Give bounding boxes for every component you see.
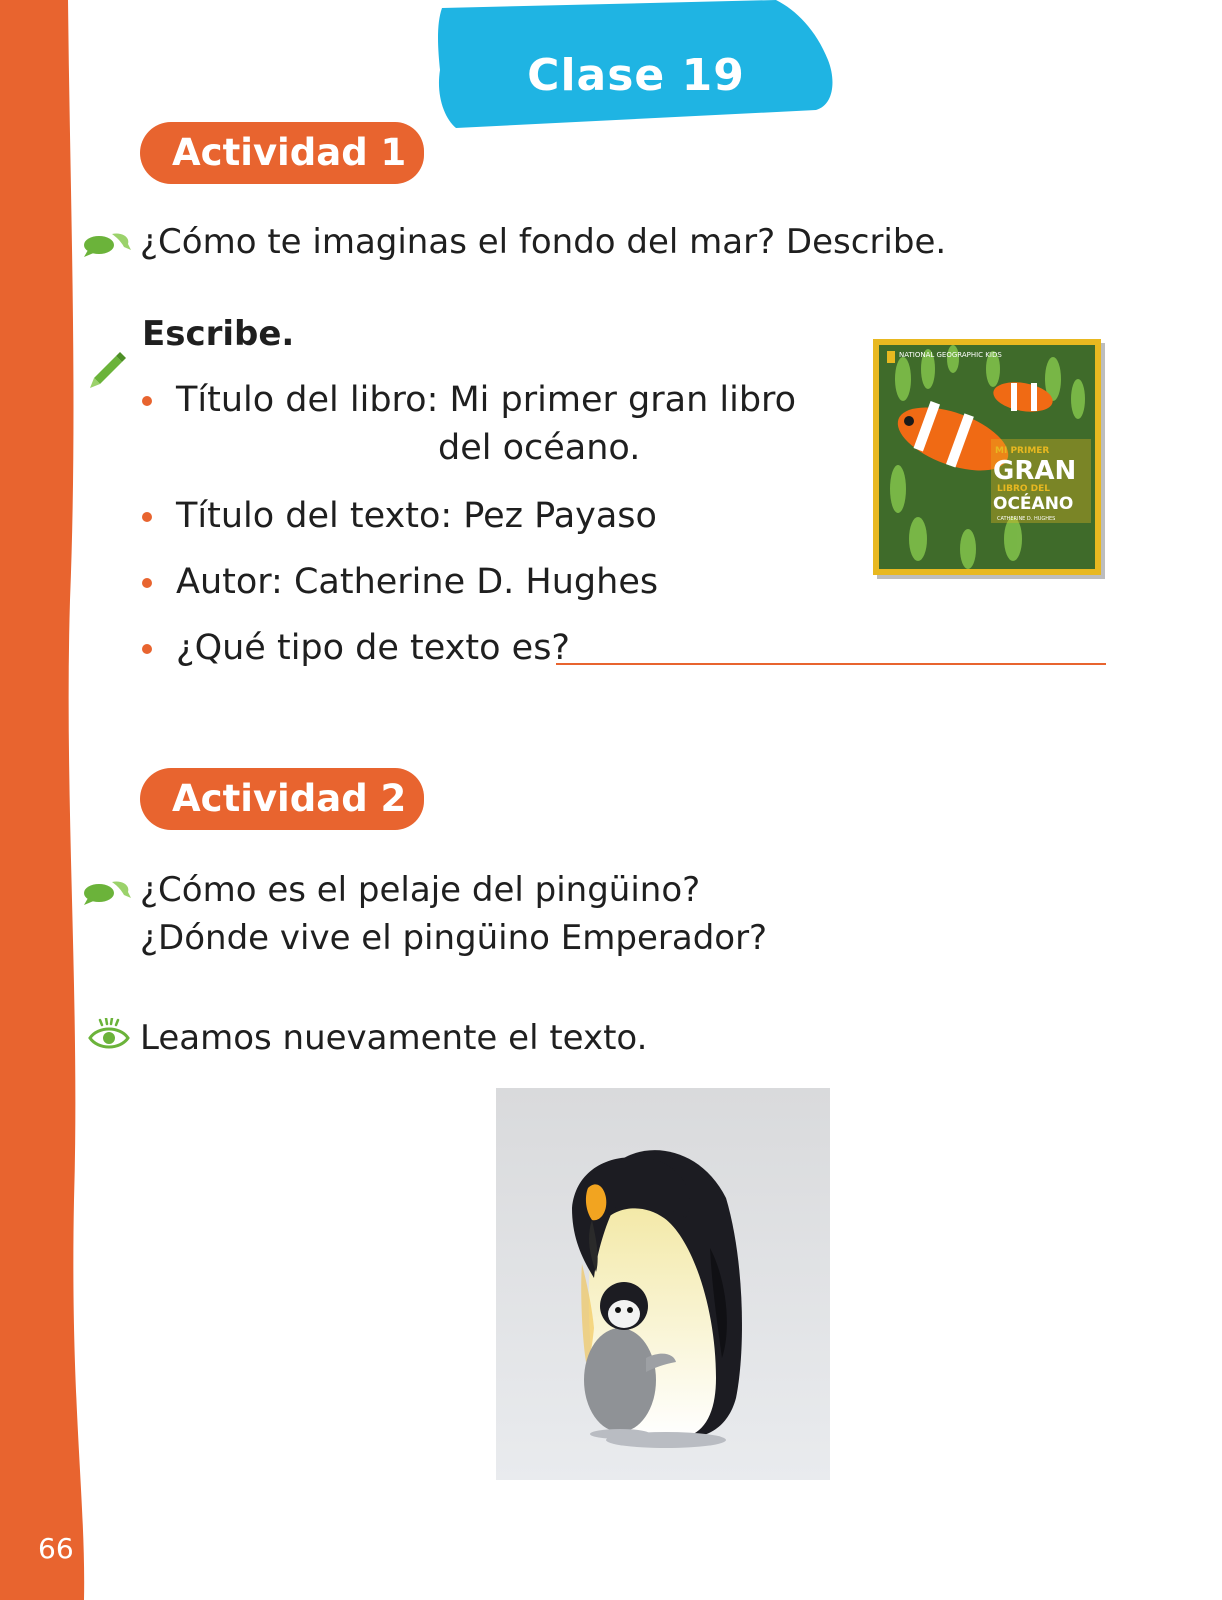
book-title-continuation: del océano. bbox=[438, 428, 641, 468]
bullet-dot bbox=[142, 512, 152, 522]
bullet-dot bbox=[142, 644, 152, 654]
bullet-dot bbox=[142, 396, 152, 406]
activity-2-question-1: ¿Cómo es el pelaje del pingüino? bbox=[140, 870, 701, 910]
book-cover-title-bottom: OCÉANO bbox=[993, 494, 1074, 514]
book-cover-title-mid: LIBRO DEL bbox=[997, 484, 1051, 494]
book-cover-image bbox=[873, 339, 1105, 579]
page-title: Clase 19 bbox=[527, 50, 745, 101]
book-cover-title-top: MI PRIMER bbox=[995, 446, 1050, 456]
bullet-dot bbox=[142, 578, 152, 588]
text-title-line: Título del texto: Pez Payaso bbox=[176, 496, 657, 536]
activity-2-label: Actividad 2 bbox=[140, 768, 424, 830]
activity-1-label: Actividad 1 bbox=[140, 122, 424, 184]
pencil-icon bbox=[86, 348, 128, 390]
eye-icon bbox=[88, 1018, 130, 1052]
book-cover-author: CATHERINE D. HUGHES bbox=[997, 516, 1056, 522]
speech-bubbles-icon bbox=[82, 228, 132, 258]
text-type-question: ¿Qué tipo de texto es? bbox=[176, 628, 571, 668]
activity-2-question-2: ¿Dónde vive el pingüino Emperador? bbox=[140, 918, 768, 958]
penguin-photo bbox=[496, 1088, 830, 1480]
read-instruction: Leamos nuevamente el texto. bbox=[140, 1018, 648, 1058]
write-instruction: Escribe. bbox=[142, 314, 295, 354]
list-item-continuation bbox=[438, 424, 640, 472]
page-number: 66 bbox=[38, 1532, 74, 1565]
book-title-line: Título del libro: Mi primer gran libro bbox=[176, 380, 797, 420]
author-line: Autor: Catherine D. Hughes bbox=[176, 562, 659, 602]
speech-bubbles-icon bbox=[82, 876, 132, 906]
answer-line[interactable] bbox=[556, 663, 1106, 665]
book-cover-title-main: GRAN bbox=[993, 456, 1077, 486]
publisher-logo: NATIONAL GEOGRAPHIC KIDS bbox=[899, 351, 1002, 359]
activity-1-question: ¿Cómo te imaginas el fondo del mar? Describe. bbox=[140, 222, 947, 262]
